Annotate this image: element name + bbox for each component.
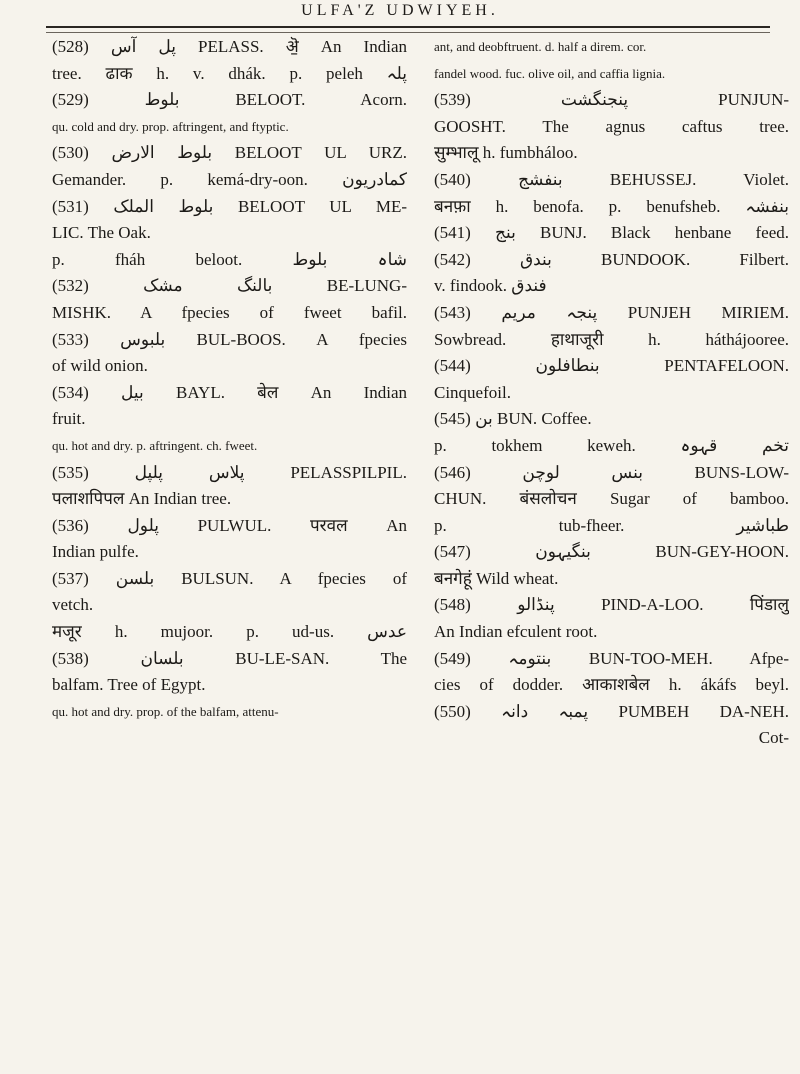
text-line: (533) بلبوس BUL-BOOS. A fpecies [52, 329, 407, 349]
text-line: पलाशपिपल An Indian tree. [52, 489, 232, 509]
text-line: (535) پلاس پلپل PELASSPILPIL. [52, 462, 407, 482]
text-line: p. tub-fheer. طباشیر [434, 515, 789, 535]
left-column [52, 34, 407, 725]
text-line: (530) بلوط الارض BELOOT UL URZ. [52, 143, 407, 163]
text-line: (549) بنتومہ BUN-TOO-MEH. Afpe- [434, 648, 789, 668]
text-line: (548) پنڈالو PIND-A-LOO. पिंडालु [434, 595, 789, 615]
text-line: Indian pulfe. [52, 542, 139, 562]
text-line: GOOSHT. The agnus caftus tree. [434, 116, 789, 136]
text-line: fandel wood. fuc. olive oil, and caffia lignia. [434, 65, 666, 81]
text-line: Cot- [758, 728, 789, 748]
text-line: (532) بالنگ مشک BE-LUNG- [52, 276, 407, 296]
text-line: Cinquefoil. [434, 382, 511, 402]
text-line: (529) بلوط BELOOT. Acorn. [52, 90, 407, 110]
text-line: tree. ढाक h. v. dhák. p. peleh پلہ [52, 63, 407, 83]
text-line: (531) بلوط الملک BELOOT UL ME- [52, 196, 407, 216]
text-line: (545) بن BUN. Coffee. [434, 409, 592, 429]
text-line: fruit. [52, 409, 86, 429]
text-line: An Indian efculent root. [434, 622, 598, 642]
right-column [434, 34, 789, 752]
text-line: p. tokhem keweh. تخم قہوہ [434, 435, 789, 455]
text-line: (534) بیل BAYL. बेल An Indian [52, 382, 407, 402]
running-header: ULFA'Z UDWIYEH. [301, 2, 499, 19]
text-line: p. fháh beloot. شاہ بلوط [52, 249, 407, 269]
text-line: (542) بندق BUNDOOK. Filbert. [434, 249, 789, 269]
text-line: (536) پلول PULWUL. परवल An [52, 515, 407, 535]
header-rule [46, 26, 770, 33]
text-line: (538) بلسان BU-LE-SAN. The [52, 648, 407, 668]
text-line: (537) بلسن BULSUN. A fpecies of [52, 568, 407, 588]
text-line: Gemander. p. kemá-dry-oon. کمادریون [52, 169, 407, 189]
text-line: (550) پمبہ دانہ PUMBEH DA-NEH. [434, 701, 789, 721]
text-line: (544) بنطافلون PENTAFELOON. [434, 356, 789, 376]
text-line: सुम्भालू h. fumbháloo. [434, 143, 578, 163]
text-line: of wild onion. [52, 356, 148, 376]
text-line: CHUN. बंसलोचन Sugar of bamboo. [434, 489, 789, 509]
text-line: v. findook. فندق [434, 276, 547, 296]
text-line: मजूर h. mujoor. p. ud-us. عدس [52, 622, 407, 642]
text-line: बनगेहूं Wild wheat. [434, 568, 559, 588]
text-line: qu. hot and dry. p. aftringent. ch. fweet. [52, 437, 258, 453]
text-line: MISHK. A fpecies of fweet bafil. [52, 302, 407, 322]
text-line: (528) پل آس PELASS. ऄ॒ An Indian [52, 37, 407, 56]
text-line: balfam. Tree of Egypt. [52, 675, 206, 695]
text-line: ant, and deobftruent. d. half a direm. cor. [434, 39, 647, 54]
text-line: (546) بنس لوچن BUNS-LOW- [434, 462, 789, 482]
text-line: (540) بنفشج BEHUSSEJ. Violet. [434, 169, 789, 189]
text-line: (547) بنگیہون BUN-GEY-HOON. [434, 542, 789, 562]
text-line: बनफ़ा h. benofa. p. benufsheb. بنفشہ [434, 196, 789, 216]
text-line: (539) پنجنگشت PUNJUN- [434, 90, 789, 110]
text-line: (543) پنجہ مریم PUNJEH MIRIEM. [434, 302, 789, 322]
text-line: vetch. [52, 595, 94, 615]
text-line: (541) بنج BUNJ. Black henbane feed. [434, 223, 789, 243]
text-line: cies of dodder. आकाशबेल h. ákáfs beyl. [434, 675, 789, 695]
text-line: qu. cold and dry. prop. aftringent, and ftyptic. [52, 118, 289, 134]
text-line: Sowbread. हाथाजूरी h. háthájooree. [434, 329, 789, 349]
text-line: LIC. The Oak. [52, 223, 151, 243]
text-line: qu. hot and dry. prop. of the balfam, attenu- [52, 703, 279, 719]
